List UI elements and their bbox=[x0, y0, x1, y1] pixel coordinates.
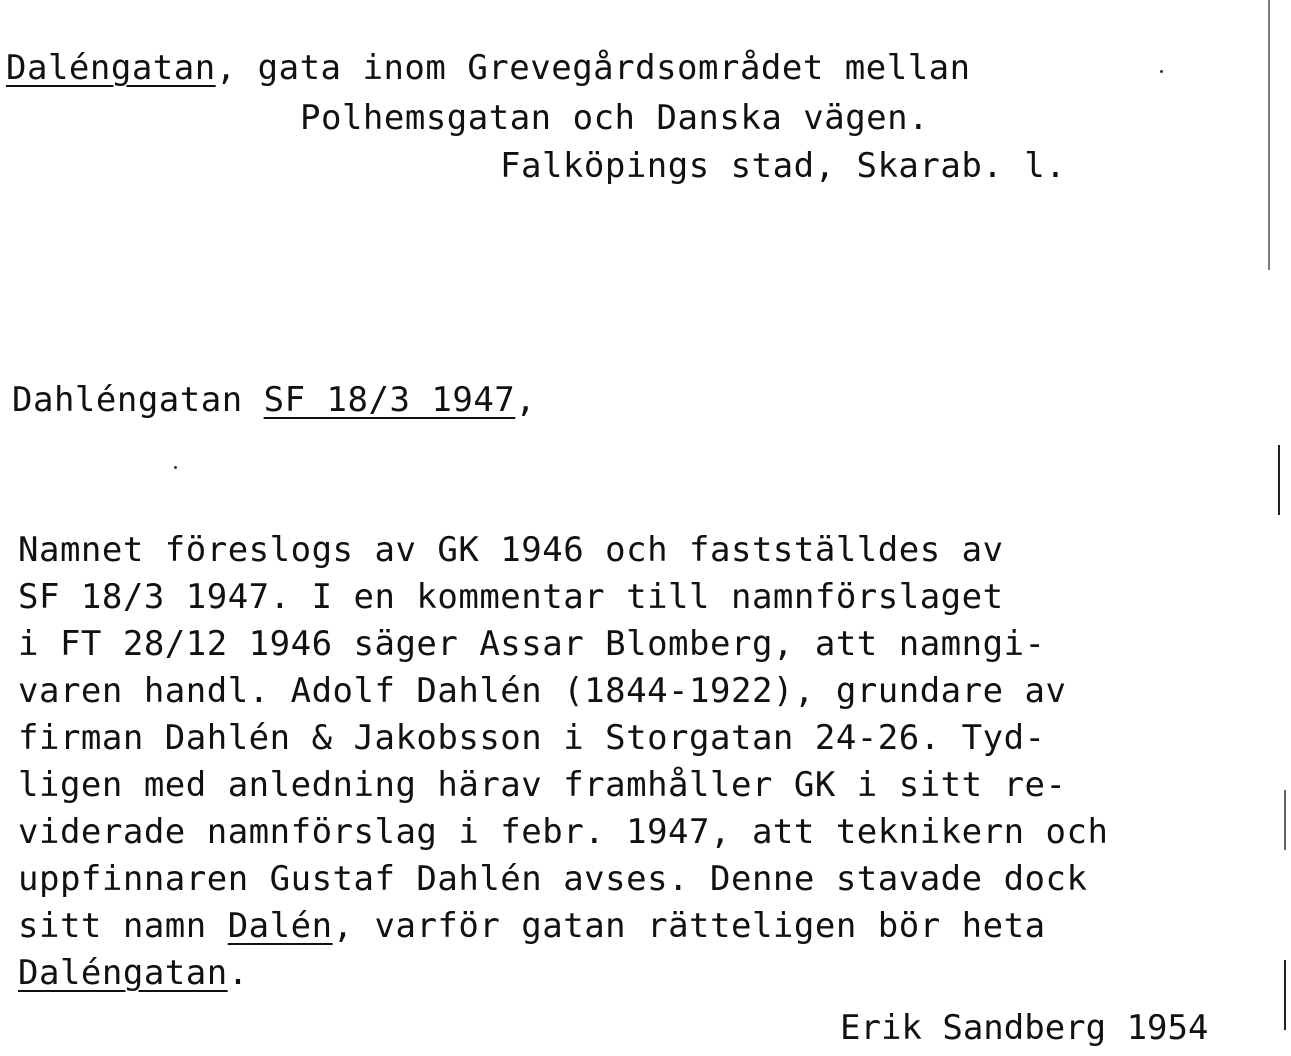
heading-line-1 bbox=[6, 48, 971, 88]
body-line-9-post: , varför gatan rätteligen bör heta bbox=[332, 906, 1046, 946]
body-line-1: Namnet föreslogs av GK 1946 och fastställdes av bbox=[18, 530, 1004, 570]
concluding-street-name: Daléngatan bbox=[18, 953, 228, 993]
card-edge-mark bbox=[1268, 0, 1270, 270]
body-line-10 bbox=[18, 953, 249, 993]
body-line-6: ligen med anledning härav framhåller GK i sitt re- bbox=[18, 765, 1067, 805]
body-line-8: uppfinnaren Gustaf Dahlén avses. Denne stavade dock bbox=[18, 859, 1088, 899]
body-line-9 bbox=[18, 906, 1046, 946]
body-line-3: i FT 28/12 1946 säger Assar Blomberg, att namngi- bbox=[18, 624, 1046, 664]
heading-line-2: Polhemsgatan och Danska vägen. bbox=[300, 98, 930, 138]
card-edge-mark bbox=[1284, 790, 1286, 850]
body-line-9-pre: sitt namn bbox=[18, 906, 228, 946]
name-variant-line bbox=[12, 380, 536, 420]
street-name-heading: Daléngatan bbox=[6, 48, 216, 88]
body-line-5: firman Dahlén & Jakobsson i Storgatan 24-26. Tyd- bbox=[18, 718, 1046, 758]
correct-spelling-name: Dalén bbox=[227, 906, 333, 946]
card-edge-mark bbox=[1284, 960, 1286, 1030]
card-edge-mark bbox=[1278, 445, 1280, 515]
heading-location: Falköpings stad, Skarab. l. bbox=[500, 146, 1067, 186]
body-line-7: viderade namnförslag i febr. 1947, att teknikern och bbox=[18, 812, 1109, 852]
variant-source: SF 18/3 1947 bbox=[263, 380, 516, 420]
body-line-10-post: . bbox=[227, 953, 249, 993]
scan-speck bbox=[1160, 70, 1163, 73]
body-line-4: varen handl. Adolf Dahlén (1844-1922), grundare av bbox=[18, 671, 1067, 711]
variant-trail: , bbox=[515, 380, 537, 420]
variant-name: Dahléngatan bbox=[12, 380, 264, 420]
heading-description: , gata inom Grevegårdsområdet mellan bbox=[215, 48, 971, 88]
body-line-2: SF 18/3 1947. I en kommentar till namnförslaget bbox=[18, 577, 1004, 617]
scan-speck bbox=[174, 466, 177, 469]
signature: Erik Sandberg 1954 bbox=[840, 1008, 1209, 1048]
